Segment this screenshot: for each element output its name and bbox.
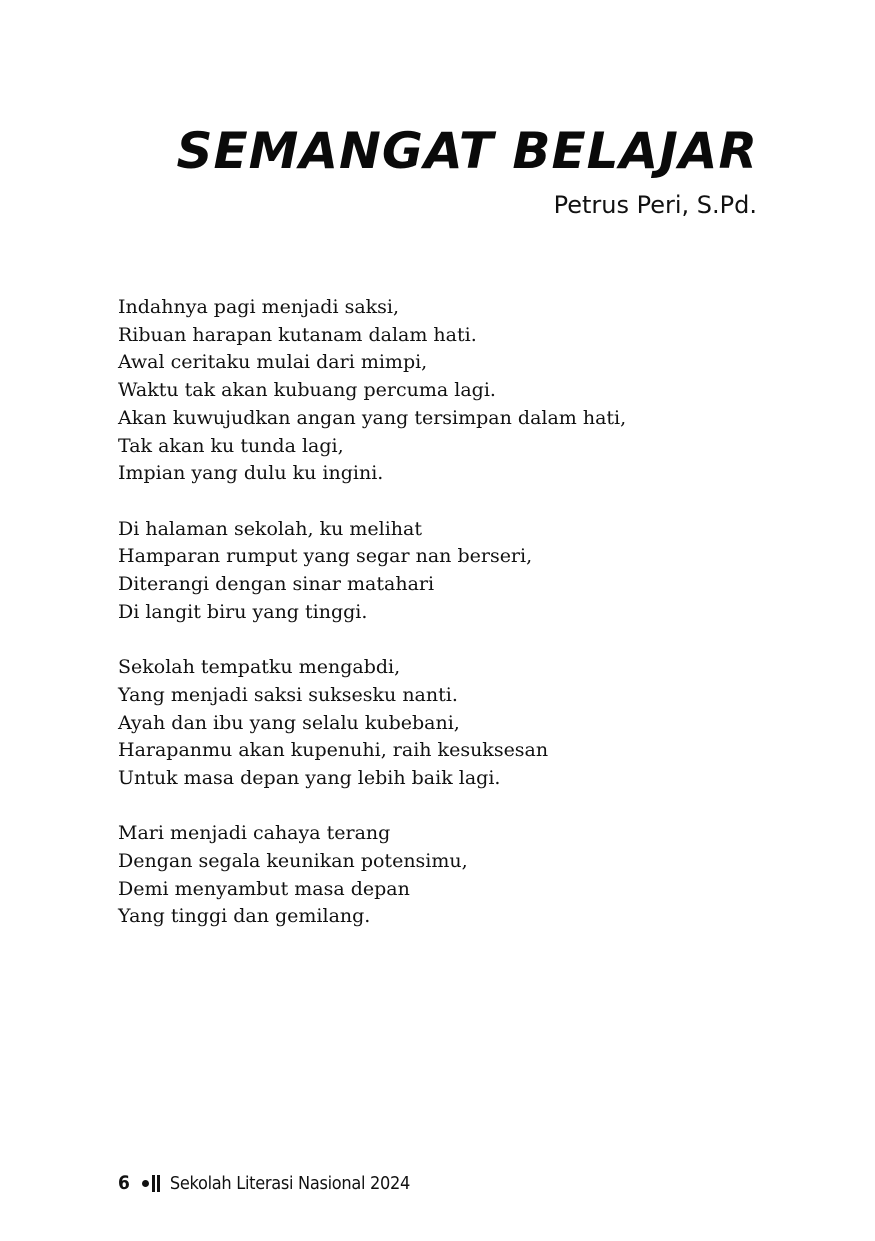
poem-line: Ribuan harapan kutanam dalam hati.: [118, 323, 477, 346]
poem-line: Yang menjadi saksi suksesku nanti.: [118, 683, 458, 706]
poem-line: Di langit biru yang tinggi.: [118, 600, 368, 623]
poem-line: Waktu tak akan kubuang percuma lagi.: [118, 379, 496, 402]
footer-book-title: Sekolah Literasi Nasional 2024: [169, 1172, 411, 1194]
poem-line: Ayah dan ibu yang selalu kubebani,: [118, 711, 460, 734]
poem-line: Sekolah tempatku mengabdi,: [118, 656, 401, 679]
poem-line: Dengan segala keunikan potensimu,: [118, 850, 468, 873]
poem-line: Indahnya pagi menjadi saksi,: [118, 296, 400, 318]
page-footer: [118, 1169, 410, 1197]
poem-line: Yang tinggi dan gemilang.: [118, 905, 371, 928]
page-number: 6: [118, 1172, 130, 1194]
stanza-1: [118, 294, 758, 488]
poem-title: SEMANGAT BELAJAR: [176, 122, 758, 180]
poem-line: Impian yang dulu ku ingini.: [118, 462, 384, 485]
poem-line: Harapanmu akan kupenuhi, raih kesuksesan: [118, 739, 549, 762]
stanza-3: [118, 654, 758, 793]
poem-author: Petrus Peri, S.Pd.: [553, 191, 757, 219]
poem-line: Akan kuwujudkan angan yang tersimpan dalam hati,: [118, 406, 627, 429]
poem-line: Tak akan ku tunda lagi,: [118, 434, 344, 457]
stanza-2: [118, 516, 758, 627]
poem-line: Untuk masa depan yang lebih baik lagi.: [118, 766, 501, 789]
footer-separator-icon: [142, 1175, 160, 1192]
poem-line: Demi menyambut masa depan: [118, 877, 410, 900]
poem-line: Mari menjadi cahaya terang: [118, 822, 391, 845]
poem-body: [118, 294, 758, 959]
poem-line: Hamparan rumput yang segar nan berseri,: [118, 545, 533, 568]
stanza-4: [118, 820, 758, 931]
poem-line: Awal ceritaku mulai dari mimpi,: [118, 351, 428, 374]
poem-line: Di halaman sekolah, ku melihat: [118, 517, 423, 540]
poem-line: Diterangi dengan sinar matahari: [118, 573, 435, 596]
